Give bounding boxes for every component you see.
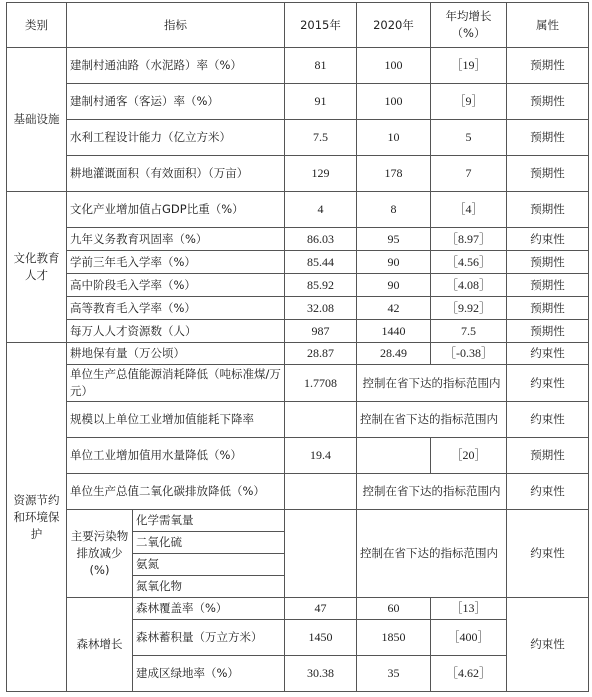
indicator-cell: 森林覆盖率（%） <box>133 598 285 620</box>
indicator-cell: 二氧化硫 <box>133 532 285 554</box>
header-2015: 2015年 <box>285 3 357 48</box>
growth-cell: ［4.08］ <box>431 274 507 297</box>
attribute-cell: 预期性 <box>507 320 589 343</box>
indicator-cell: 耕地灌溉面积（有效面积）（万亩） <box>67 156 285 192</box>
merged-target-cell: 控制在省下达的指标范围内 <box>357 474 507 510</box>
attribute-cell: 约束性 <box>507 402 589 438</box>
value-2015: 4 <box>285 192 357 228</box>
header-row <box>7 3 589 48</box>
table-row <box>7 365 589 402</box>
indicator-cell: 学前三年毛入学率（%） <box>67 251 285 274</box>
growth-cell: ［8.97］ <box>431 228 507 251</box>
category-resources: 资源节约和环境保护 <box>7 343 67 692</box>
indicator-cell: 耕地保有量（万公顷） <box>67 343 285 365</box>
table-row <box>7 474 589 510</box>
merged-target-cell: 控制在省下达的指标范围内 <box>357 402 507 438</box>
value-2015: 1.7708 <box>285 365 357 402</box>
value-2020: 10 <box>357 120 431 156</box>
value-2015: 47 <box>285 598 357 620</box>
indicator-table <box>6 2 589 692</box>
growth-cell: ［4.62］ <box>431 656 507 692</box>
value-2015: 85.92 <box>285 274 357 297</box>
value-2015: 91 <box>285 84 357 120</box>
value-2015: 86.03 <box>285 228 357 251</box>
indicator-cell: 建制村通油路（水泥路）率（%） <box>67 48 285 84</box>
value-2020: 95 <box>357 228 431 251</box>
attribute-cell: 预期性 <box>507 48 589 84</box>
attribute-cell: 约束性 <box>507 510 589 598</box>
value-2015: 1450 <box>285 620 357 656</box>
table-row <box>7 343 589 365</box>
indicator-cell: 化学需氧量 <box>133 510 285 532</box>
value-2020: 90 <box>357 274 431 297</box>
attribute-cell: 预期性 <box>507 120 589 156</box>
category-forest: 森林增长 <box>67 598 133 692</box>
value-2015 <box>285 402 357 438</box>
attribute-cell: 预期性 <box>507 251 589 274</box>
value-2020: 8 <box>357 192 431 228</box>
value-2020 <box>357 438 431 474</box>
attribute-cell: 预期性 <box>507 84 589 120</box>
header-growth: 年均增长（%） <box>431 3 507 48</box>
indicator-cell: 单位生产总值二氧化碳排放降低（%） <box>67 474 285 510</box>
indicator-cell: 单位工业增加值用水量降低（%） <box>67 438 285 474</box>
attribute-cell: 约束性 <box>507 228 589 251</box>
indicator-cell: 九年义务教育巩固率（%） <box>67 228 285 251</box>
indicator-cell: 高等教育毛入学率（%） <box>67 297 285 320</box>
table-row <box>7 228 589 251</box>
value-2015: 81 <box>285 48 357 84</box>
table-row <box>7 48 589 84</box>
value-2015: 32.08 <box>285 297 357 320</box>
growth-cell: 7.5 <box>431 320 507 343</box>
indicator-cell: 高中阶段毛入学率（%） <box>67 274 285 297</box>
value-2020: 90 <box>357 251 431 274</box>
value-2015: 28.87 <box>285 343 357 365</box>
attribute-cell: 约束性 <box>507 365 589 402</box>
indicator-cell: 氮氧化物 <box>133 576 285 598</box>
attribute-cell: 预期性 <box>507 297 589 320</box>
table-row <box>7 251 589 274</box>
value-2020: 42 <box>357 297 431 320</box>
value-2020: 60 <box>357 598 431 620</box>
header-attribute: 属性 <box>507 3 589 48</box>
table-row <box>7 320 589 343</box>
indicator-cell: 文化产业增加值占GDP比重（%） <box>67 192 285 228</box>
attribute-cell: 预期性 <box>507 438 589 474</box>
attribute-cell: 约束性 <box>507 343 589 365</box>
value-2020: 100 <box>357 48 431 84</box>
table-row <box>7 84 589 120</box>
growth-cell: ［-0.38］ <box>431 343 507 365</box>
value-2015: 7.5 <box>285 120 357 156</box>
table-row <box>7 274 589 297</box>
value-2020: 178 <box>357 156 431 192</box>
value-2015 <box>285 474 357 510</box>
category-pollutants: 主要污染物排放减少(%) <box>67 510 133 598</box>
growth-cell: 5 <box>431 120 507 156</box>
growth-cell: ［9］ <box>431 84 507 120</box>
value-2020: 1850 <box>357 620 431 656</box>
indicator-cell: 建制村通客（客运）率（%） <box>67 84 285 120</box>
indicator-cell: 规模以上单位工业增加值能耗下降率 <box>67 402 285 438</box>
attribute-cell: 约束性 <box>507 474 589 510</box>
header-2020: 2020年 <box>357 3 431 48</box>
indicator-cell: 水利工程设计能力（亿立方米） <box>67 120 285 156</box>
table-row <box>7 297 589 320</box>
value-2015: 987 <box>285 320 357 343</box>
growth-cell: ［20］ <box>431 438 507 474</box>
attribute-cell: 预期性 <box>507 192 589 228</box>
table-row <box>7 120 589 156</box>
table-row <box>7 402 589 438</box>
value-2015: 129 <box>285 156 357 192</box>
header-category: 类别 <box>7 3 67 48</box>
table-row <box>7 192 589 228</box>
value-2015: 85.44 <box>285 251 357 274</box>
table-row <box>7 598 589 620</box>
merged-target-cell: 控制在省下达的指标范围内 <box>357 510 507 598</box>
table-row <box>7 438 589 474</box>
indicator-cell: 建成区绿地率（%） <box>133 656 285 692</box>
value-2020: 100 <box>357 84 431 120</box>
indicator-cell: 每万人人才资源数（人） <box>67 320 285 343</box>
growth-cell: ［19］ <box>431 48 507 84</box>
growth-cell: ［9.92］ <box>431 297 507 320</box>
growth-cell: ［13］ <box>431 598 507 620</box>
growth-cell: ［400］ <box>431 620 507 656</box>
indicator-cell: 森林蓄积量（万立方米） <box>133 620 285 656</box>
value-2020: 28.49 <box>357 343 431 365</box>
value-2015: 19.4 <box>285 438 357 474</box>
merged-target-cell: 控制在省下达的指标范围内 <box>357 365 507 402</box>
value-2015 <box>285 510 357 598</box>
table-row <box>7 510 589 532</box>
category-culture: 文化教育人才 <box>7 192 67 343</box>
growth-cell: ［4］ <box>431 192 507 228</box>
value-2020: 35 <box>357 656 431 692</box>
value-2020: 1440 <box>357 320 431 343</box>
table-row <box>7 156 589 192</box>
attribute-cell: 预期性 <box>507 274 589 297</box>
header-indicator: 指标 <box>67 3 285 48</box>
indicator-cell: 单位生产总值能源消耗降低（吨标准煤/万元） <box>67 365 285 402</box>
indicator-cell: 氨氮 <box>133 554 285 576</box>
attribute-cell: 预期性 <box>507 156 589 192</box>
attribute-cell: 约束性 <box>507 598 589 692</box>
category-infrastructure: 基础设施 <box>7 48 67 192</box>
growth-cell: 7 <box>431 156 507 192</box>
growth-cell: ［4.56］ <box>431 251 507 274</box>
value-2015: 30.38 <box>285 656 357 692</box>
